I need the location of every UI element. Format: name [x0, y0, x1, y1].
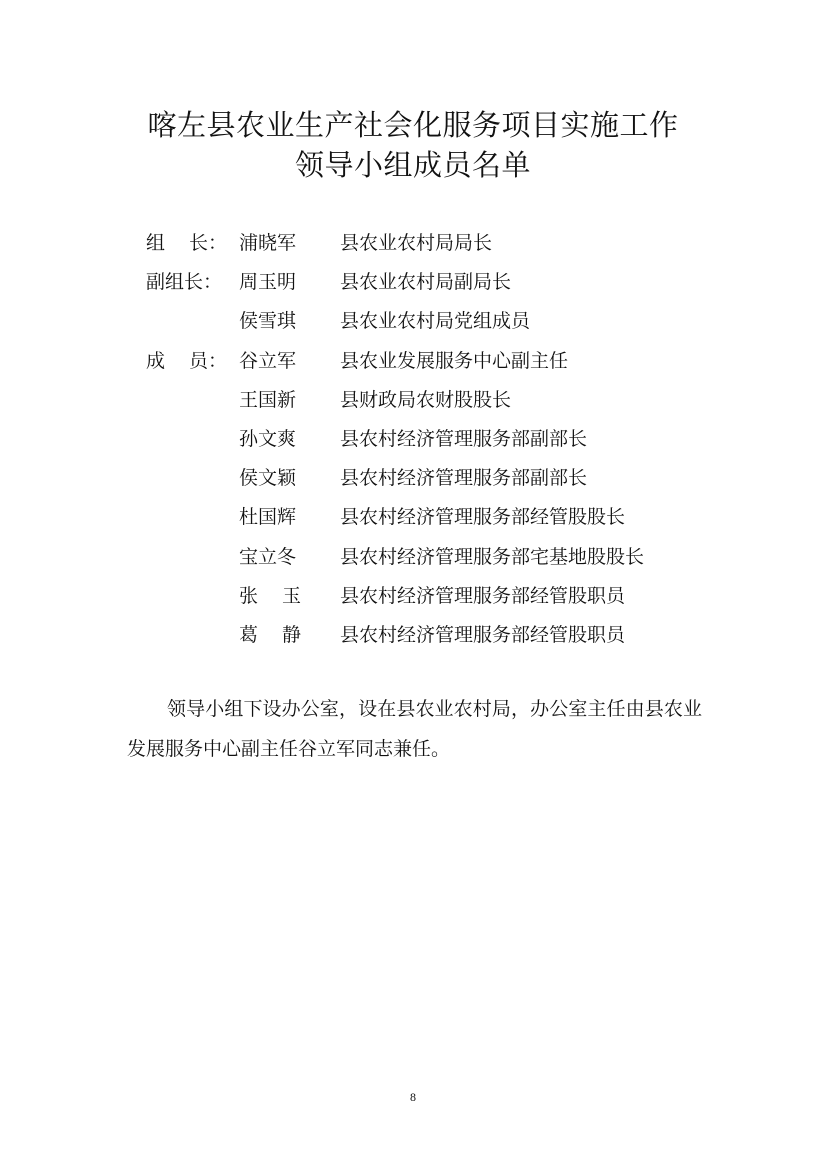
member-name: 张 玉 [239, 584, 302, 607]
member-name: 王国新 [239, 388, 297, 411]
member-name: 侯文颖 [239, 467, 297, 490]
member-name: 周玉明 [239, 271, 297, 294]
member-name: 杜国辉 [239, 506, 297, 529]
page-number: 8 [410, 1090, 416, 1104]
member-row [0, 536, 826, 575]
member-row [0, 496, 826, 535]
member-name: 宝立冬 [239, 545, 297, 568]
member-row [0, 261, 826, 300]
member-row [0, 222, 826, 261]
member-row [0, 575, 826, 614]
member-position: 县农业农村局党组成员 [340, 310, 531, 333]
office-note-paragraph: 领导小组下设办公室，设在县农业农村局，办公室主任由县农业发展服务中心副主任谷立军同志兼任。 [127, 698, 702, 760]
member-role: 副组长： [146, 271, 223, 294]
document-title-line-1: 喀左县农业生产社会化服务项目实施工作 [147, 108, 679, 142]
member-role: 成 员： [146, 349, 228, 372]
member-position: 县农村经济管理服务部经管股职员 [340, 584, 626, 607]
member-role: 组 长： [146, 232, 228, 254]
member-row [0, 418, 826, 457]
member-position: 县农村经济管理服务部经管股股长 [340, 506, 626, 529]
member-position: 县农村经济管理服务部宅基地股股长 [340, 545, 645, 568]
member-position: 县财政局农财股股长 [340, 388, 512, 411]
member-row [0, 457, 826, 496]
member-position: 县农业农村局副局长 [340, 271, 512, 294]
member-name: 侯雪琪 [239, 310, 297, 333]
member-list [0, 222, 826, 653]
member-position: 县农业发展服务中心副主任 [340, 349, 569, 372]
member-position: 县农村经济管理服务部副部长 [340, 467, 588, 490]
member-position: 县农村经济管理服务部副部长 [340, 427, 588, 450]
member-name: 葛 静 [239, 623, 302, 646]
member-position: 县农业农村局局长 [340, 232, 493, 254]
member-name: 谷立军 [239, 349, 297, 372]
member-name: 孙文爽 [239, 427, 297, 450]
member-row [0, 614, 826, 653]
member-name: 浦晓军 [239, 232, 297, 254]
document-title-line-2: 领导小组成员名单 [294, 148, 531, 182]
member-row [0, 300, 826, 339]
member-row [0, 340, 826, 379]
member-position: 县农村经济管理服务部经管股职员 [340, 623, 626, 646]
member-row [0, 379, 826, 418]
